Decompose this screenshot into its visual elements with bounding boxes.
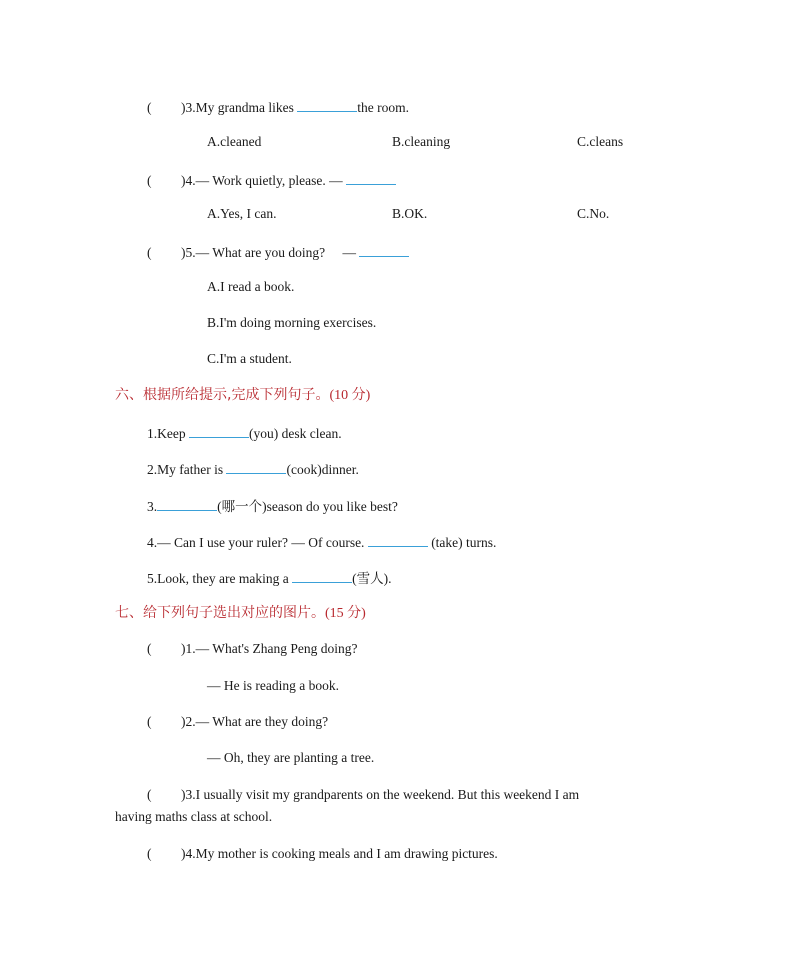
fill-item-2 <box>147 459 359 479</box>
fill-item-1 <box>147 423 342 443</box>
answer-paren[interactable]: ( <box>147 100 152 115</box>
item-text: 1.Keep <box>147 426 186 441</box>
option-c[interactable]: C.cleans <box>577 134 624 149</box>
section-score: (10 分) <box>329 388 371 403</box>
match-item-4 <box>147 845 498 863</box>
item-hint: (哪一个)season do you like best? <box>217 499 398 514</box>
item-text: )2.— What are they doing? <box>181 714 329 729</box>
answer-paren[interactable]: ( <box>147 787 152 802</box>
answer-blank[interactable] <box>292 568 352 583</box>
item-text: 3. <box>147 499 158 514</box>
fill-item-5 <box>147 568 391 588</box>
option-b[interactable]: B.I'm doing morning exercises. <box>207 315 377 330</box>
match-item-1 <box>147 640 358 658</box>
item-text: )1.— What's Zhang Peng doing? <box>181 641 358 656</box>
fill-item-4 <box>147 532 496 552</box>
question-text: )4.— Work quietly, please. — <box>181 173 343 188</box>
match-item-2 <box>147 713 328 731</box>
question-5 <box>147 242 409 262</box>
answer-blank[interactable] <box>157 496 217 511</box>
answer-blank[interactable] <box>226 459 286 474</box>
question-text: )5.— What are you doing? <box>181 245 326 260</box>
option-a[interactable]: A.Yes, I can. <box>207 206 277 221</box>
answer-paren[interactable]: ( <box>147 173 152 188</box>
item-hint: (take) turns. <box>431 535 497 550</box>
section-title: 六、根据所给提示,完成下列句子。 <box>115 387 330 403</box>
answer-paren[interactable]: ( <box>147 714 152 729</box>
question-text-after: the room. <box>357 100 409 115</box>
item-text: 2.My father is <box>147 462 224 477</box>
section-7-heading <box>115 604 366 623</box>
question-3 <box>147 97 409 117</box>
option-c[interactable]: C.I'm a student. <box>207 351 292 366</box>
answer-blank[interactable] <box>359 242 409 257</box>
option-b[interactable]: B.cleaning <box>392 134 451 149</box>
dash: — <box>342 245 356 260</box>
match-item-1-answer: — He is reading a book. <box>207 678 339 693</box>
fill-item-3 <box>147 496 398 516</box>
answer-blank[interactable] <box>297 97 357 112</box>
answer-blank[interactable] <box>189 423 249 438</box>
item-text: 4.— Can I use your ruler? — Of course. <box>147 535 365 550</box>
question-text: )3.My grandma likes <box>181 100 294 115</box>
item-text: )3.I usually visit my grandparents on the weekend. But this weekend I am <box>181 787 580 802</box>
match-item-2-answer: — Oh, they are planting a tree. <box>207 750 375 765</box>
answer-paren[interactable]: ( <box>147 245 152 260</box>
item-hint: (you) desk clean. <box>248 426 342 441</box>
option-a[interactable]: A.cleaned <box>207 134 262 149</box>
answer-paren[interactable]: ( <box>147 846 152 861</box>
match-item-3 <box>147 786 579 804</box>
section-title: 七、给下列句子选出对应的图片。 <box>115 605 325 621</box>
section-6-heading <box>115 386 370 405</box>
option-a[interactable]: A.I read a book. <box>207 279 295 294</box>
option-c[interactable]: C.No. <box>577 206 610 221</box>
item-text: )4.My mother is cooking meals and I am drawing pictures. <box>181 846 498 861</box>
section-score: (15 分) <box>325 606 366 621</box>
item-hint: (雪人). <box>352 571 392 586</box>
item-text: 5.Look, they are making a <box>147 571 289 586</box>
answer-blank[interactable] <box>346 170 396 185</box>
answer-blank[interactable] <box>368 532 428 547</box>
item-hint: (cook)dinner. <box>286 462 359 477</box>
answer-paren[interactable]: ( <box>147 641 152 656</box>
question-4 <box>147 170 396 190</box>
option-b[interactable]: B.OK. <box>392 206 428 221</box>
match-item-3-cont: having maths class at school. <box>115 809 273 824</box>
